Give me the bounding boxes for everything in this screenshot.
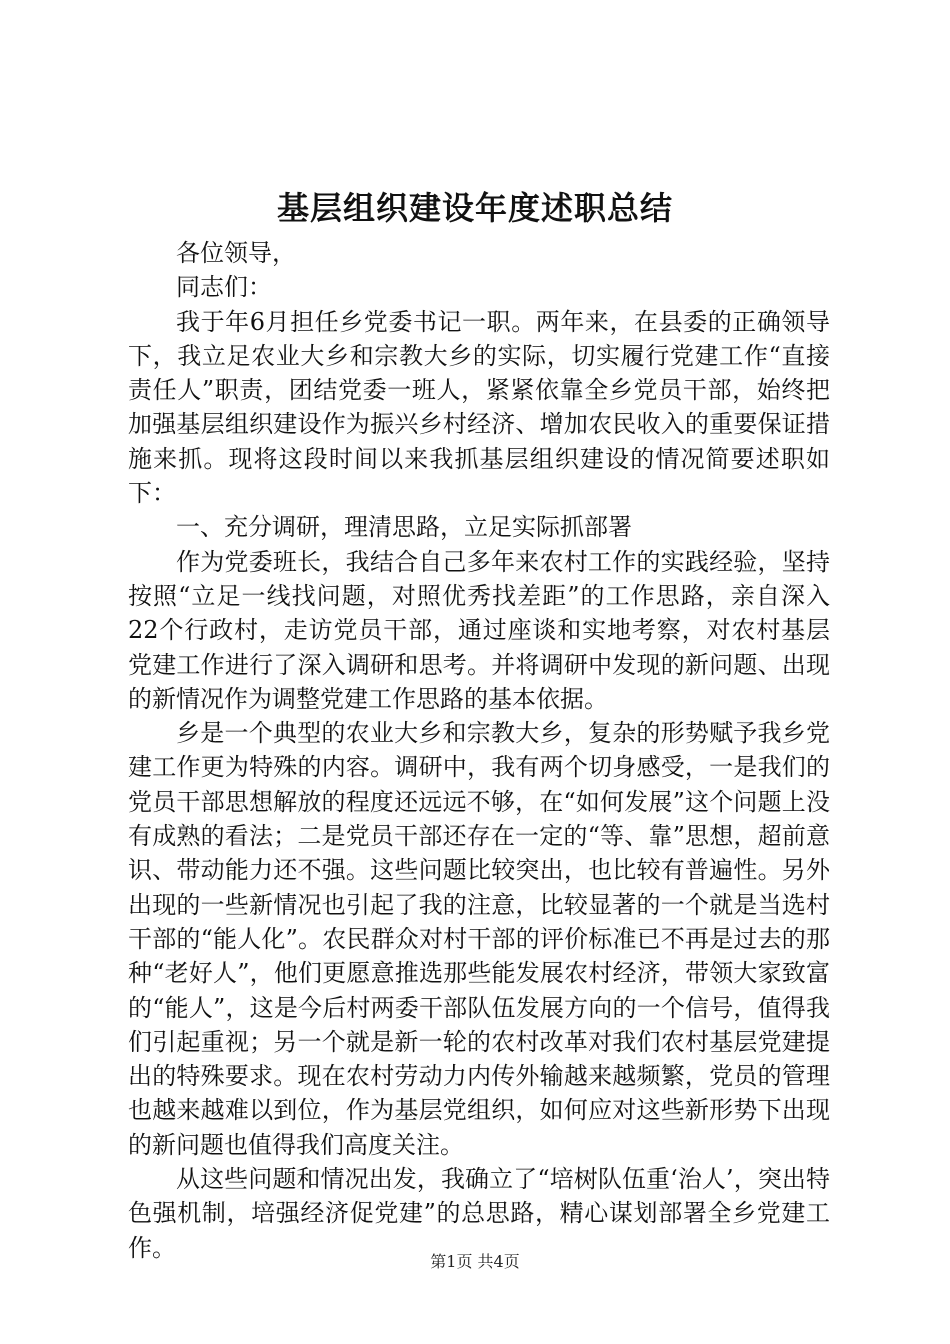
salutation-leaders: 各位领导， (176, 239, 296, 267)
intro-paragraph: 我于年6月担任乡党委书记一职。两年来，在县委的正确领导下，我立足农业大乡和宗教大乡的实际，切实履行党建工作“直接责任人”职责，团结党委一班人，紧紧依靠全乡党员干部，始终把加强基层组织建设作为振兴乡村经济、增加农民收入的重要保证措施来抓。现将这段时间以来我抓基层组织建设的情况简要述职如下： (128, 307, 830, 508)
section-heading: 一、充分调研，理清思路，立足实际抓部署 (176, 513, 632, 542)
page-number-footer: 第1页 共4页 (430, 1252, 520, 1271)
document-title: 基层组织建设年度述职总结 (276, 189, 673, 227)
body-paragraph: 从这些问题和情况出发，我确立了“培树队伍重‘治人’，突出特色强机制，培强经济促党建”的总思路，精心谋划部署全乡党建工作。 (128, 1165, 830, 1262)
body-paragraph: 作为党委班长，我结合自己多年来农村工作的实践经验，坚持按照“立足一线找问题，对照优秀找差距”的工作思路，亲自深入22个行政村，走访党员干部，通过座谈和实地考察，对农村基层党建工作进行了深入调研和思考。并将调研中发现的新问题、出现的新情况作为调整党建工作思路的基本依据。 (128, 547, 830, 713)
salutation-comrades: 同志们： (176, 273, 272, 302)
document-body (128, 236, 830, 1265)
body-paragraph: 乡是一个典型的农业大乡和宗教大乡，复杂的形势赋予我乡党建工作更为特殊的内容。调研中，我有两个切身感受，一是我们的党员干部思想解放的程度还远远不够，在“如何发展”这个问题上没有成熟的看法；二是党员干部还存在一定的“等、靠”思想，超前意识、带动能力还不强。这些问题比较突出，也比较有普遍性。另外出现的一些新情况也引起了我的注意，比较显著的一个就是当选村干部的“能人化”。农民群众对村干部的评价标准已不再是过去的那种“老好人”，他们更愿意推选那些能发展农村经济，带领大家致富的“能人”，这是今后村两委干部队伍发展方向的一个信号，值得我们引起重视；另一个就是新一轮的农村改革对我们农村基层党建提出的特殊要求。现在农村劳动力内传外输越来越频繁，党员的管理也越来越难以到位，作为基层党组织，如何应对这些新形势下出现的新问题也值得我们高度关注。 (128, 719, 830, 1159)
